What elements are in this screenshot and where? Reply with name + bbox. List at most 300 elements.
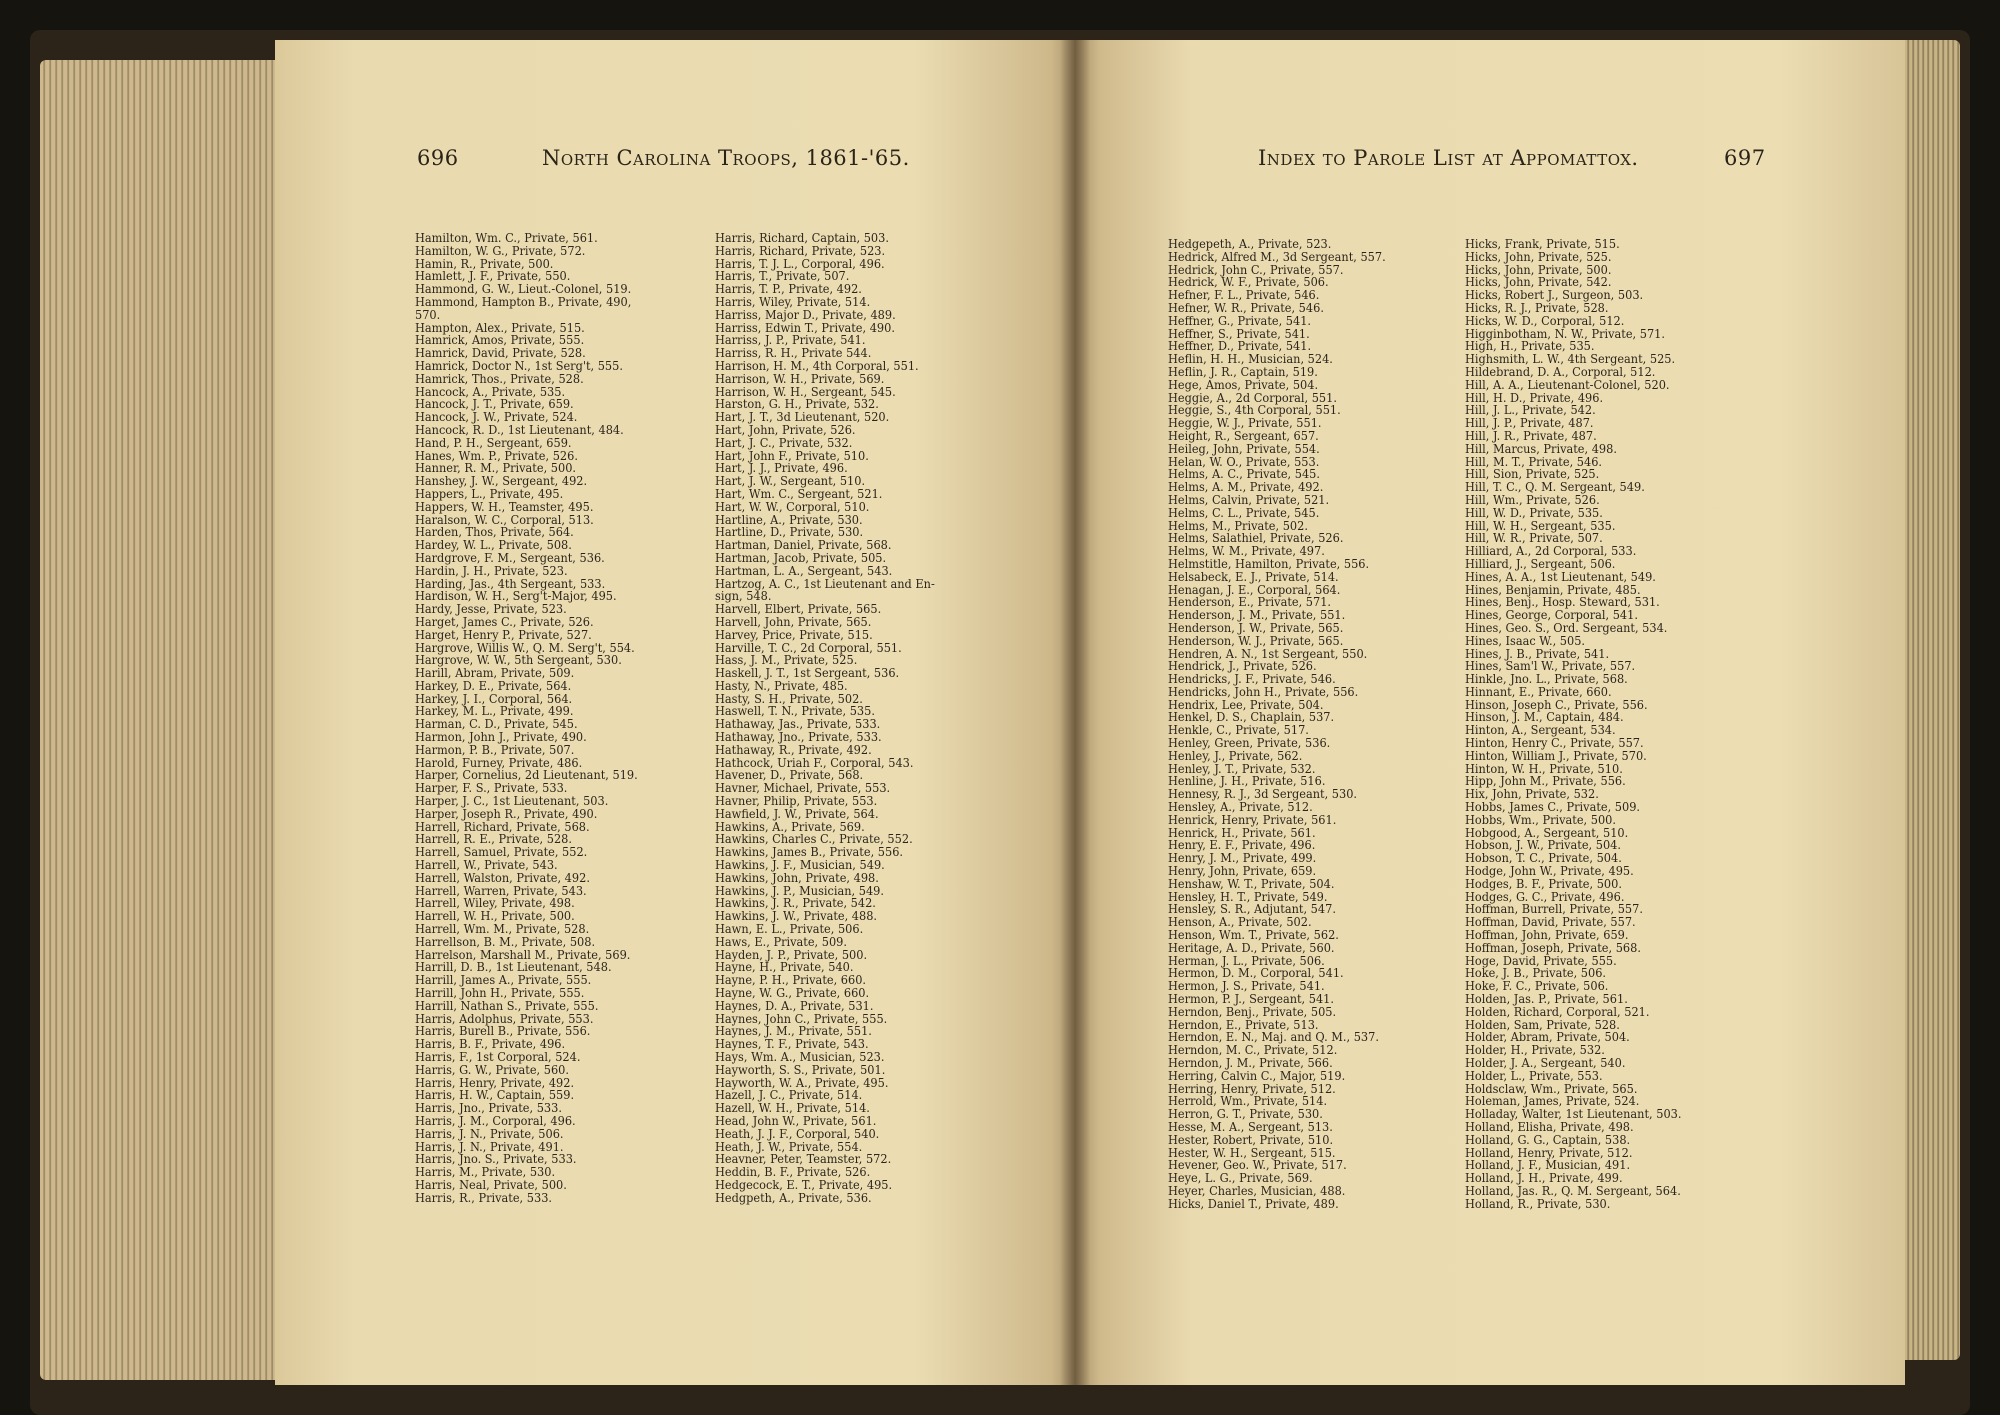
index-entry: Head, John W., Private, 561. (715, 1113, 877, 1128)
index-entry: Holland, G. G., Captain, 538. (1465, 1132, 1631, 1147)
index-entry: Hoffman, Burrell, Private, 557. (1465, 902, 1643, 917)
index-entry: Harrell, R. E., Private, 528. (415, 832, 573, 847)
index-entry: Hathaway, Jno., Private, 533. (715, 730, 882, 745)
index-entry: Henry, John, Private, 659. (1168, 864, 1317, 879)
index-entry: Helms, Calvin, Private, 521. (1168, 492, 1330, 507)
index-entry: Hinton, William J., Private, 570. (1465, 748, 1647, 763)
index-entry: Hancock, A., Private, 535. (415, 384, 566, 399)
index-entry: Harper, Cornelius, 2d Lieutenant, 519. (415, 768, 638, 783)
index-entry: Holdsclaw, Wm., Private, 565. (1465, 1081, 1638, 1096)
index-entry: Hamin, R., Private, 500. (415, 256, 554, 271)
index-entry: Hicks, Daniel T., Private, 489. (1168, 1196, 1339, 1211)
index-entry: Harrell, W. H., Private, 500. (415, 909, 575, 924)
index-entry: Haskell, J. T., 1st Sergeant, 536. (715, 666, 900, 681)
index-entry: Holder, J. A., Sergeant, 540. (1465, 1056, 1626, 1070)
right-column-2 (1465, 238, 1681, 1211)
index-entry: Harrill, John H., Private, 555. (415, 986, 585, 1001)
index-entry: Holland, R., Private, 530. (1465, 1196, 1611, 1211)
index-entry: Hedgecock, E. T., Private, 495. (715, 1177, 893, 1192)
index-entry: Harris, Henry, Private, 492. (415, 1075, 575, 1090)
index-entry: Harris, Burell B., Private, 556. (415, 1024, 591, 1039)
index-entry: Holeman, James, Private, 524. (1465, 1094, 1640, 1109)
index-entry: Hensley, S. R., Adjutant, 547. (1168, 902, 1336, 917)
index-entry: Hermon, J. S., Private, 541. (1168, 979, 1325, 994)
index-entry: Harrill, D. B., 1st Lieutenant, 548. (415, 960, 612, 975)
index-entry: Harding, Jas., 4th Sergeant, 533. (415, 576, 606, 591)
index-entry: Hartman, L. A., Sergeant, 543. (715, 563, 893, 578)
index-entry: Henley, Green, Private, 536. (1168, 736, 1331, 751)
index-entry: Haynes, D. A., Private, 531. (715, 998, 874, 1013)
index-entry: Hays, Wm. A., Musician, 523. (715, 1050, 885, 1064)
index-entry: Happers, L., Private, 495. (415, 486, 564, 501)
index-entry: Henderson, J. M., Private, 551. (1168, 608, 1346, 623)
index-entry: Hill, T. C., Q. M. Sergeant, 549. (1465, 480, 1645, 495)
index-entry: Harris, J. N., Private, 491. (415, 1139, 564, 1154)
index-entry: 570. (415, 307, 441, 322)
index-entry: Herman, J. L., Private, 506. (1168, 953, 1325, 968)
index-entry: Hamlett, J. F., Private, 550. (415, 269, 571, 284)
index-entry: Hancock, J. T., Private, 659. (415, 397, 574, 412)
index-entry: Harris, B. F., Private, 496. (415, 1037, 566, 1052)
index-entry: Harris, H. W., Captain, 559. (415, 1088, 575, 1103)
index-entry: Hines, Benjamin, Private, 485. (1465, 582, 1641, 597)
index-entry: Harvell, John, Private, 565. (715, 614, 872, 629)
index-entry: Hart, Wm. C., Sergeant, 521. (715, 486, 883, 501)
index-entry: Hayworth, W. A., Private, 495. (715, 1075, 889, 1090)
index-entry: Hazell, J. C., Private, 514. (715, 1088, 863, 1103)
index-entry: Harill, Abram, Private, 509. (415, 666, 575, 681)
index-entry: Heddin, B. F., Private, 526. (715, 1165, 871, 1180)
index-entry: Heath, J. W., Private, 554. (715, 1139, 863, 1154)
index-entry: Holder, H., Private, 532. (1465, 1043, 1605, 1058)
index-entry: Holland, Elisha, Private, 498. (1465, 1119, 1634, 1134)
index-entry: Hill, W. D., Private, 535. (1465, 505, 1603, 520)
index-entry: Harris, Wiley, Private, 514. (715, 294, 871, 309)
index-entry: Hayworth, S. S., Private, 501. (715, 1062, 886, 1077)
index-entry: Hand, P. H., Sergeant, 659. (415, 435, 572, 450)
index-entry: Hermon, D. M., Corporal, 541. (1168, 966, 1344, 981)
index-entry: Hines, J. B., Private, 541. (1465, 646, 1610, 661)
index-entry: Hoke, F. C., Private, 506. (1465, 979, 1609, 994)
index-entry: Helmstitle, Hamilton, Private, 556. (1168, 556, 1370, 571)
index-entry: Hefner, F. L., Private, 546. (1168, 288, 1320, 303)
index-entry: Harrell, Warren, Private, 543. (415, 883, 587, 898)
index-entry: Hargrove, W. W., 5th Sergeant, 530. (415, 653, 622, 668)
index-entry: Hines, Sam'l W., Private, 557. (1465, 659, 1636, 674)
index-entry: Hedrick, John C., Private, 557. (1168, 262, 1344, 277)
index-entry: Hill, H. D., Private, 496. (1465, 390, 1604, 405)
index-entry: Harper, F. S., Private, 533. (415, 781, 568, 796)
index-entry: Hensley, H. T., Private, 549. (1168, 889, 1328, 904)
index-entry: Harston, G. H., Private, 532. (715, 397, 879, 412)
index-entry: Heffner, D., Private, 541. (1168, 339, 1312, 354)
index-entry: Hazell, W. H., Private, 514. (715, 1101, 870, 1116)
index-entry: Hardin, J. H., Private, 523. (415, 563, 568, 578)
index-entry: Hamilton, W. G., Private, 572. (415, 243, 586, 258)
left-page-edges (40, 60, 280, 1380)
index-entry: Havner, Michael, Private, 553. (715, 781, 891, 796)
index-entry: Harrison, W. H., Sergeant, 545. (715, 384, 896, 399)
index-entry: Henkel, D. S., Chaplain, 537. (1168, 710, 1335, 725)
index-entry: Hipp, John M., Private, 556. (1465, 774, 1626, 789)
index-entry: Hodges, B. F., Private, 500. (1465, 876, 1622, 891)
index-entry: Hensley, A., Private, 512. (1168, 800, 1313, 815)
index-entry: Hamilton, Wm. C., Private, 561. (415, 231, 598, 245)
index-entry: Hamrick, Thos., Private, 528. (415, 371, 584, 386)
index-entry: Hobbs, Wm., Private, 500. (1465, 812, 1616, 827)
index-entry: Hawkins, Charles C., Private, 552. (715, 832, 913, 847)
index-entry: Hancock, J. W., Private, 524. (415, 410, 578, 425)
index-entry: Hawkins, James B., Private, 556. (715, 845, 904, 860)
index-entry: Holden, Jas. P., Private, 561. (1465, 992, 1628, 1007)
index-entry: Harriss, J. P., Private, 541. (715, 333, 866, 348)
index-entry: Hinkle, Jno. L., Private, 568. (1465, 672, 1628, 687)
index-entry: Harrison, H. M., 4th Corporal, 551. (715, 358, 919, 373)
index-entry: Hodges, G. C., Private, 496. (1465, 889, 1625, 904)
index-entry: Harrellson, B. M., Private, 508. (415, 934, 596, 949)
index-entry: Hawkins, J. F., Musician, 549. (715, 858, 885, 873)
right-page-edges (1900, 40, 1960, 1360)
index-entry: Helms, W. M., Private, 497. (1168, 544, 1325, 559)
index-entry: Hines, A. A., 1st Lieutenant, 549. (1465, 569, 1656, 584)
index-entry: Heflin, J. R., Captain, 519. (1168, 364, 1318, 379)
index-entry: Hinson, Joseph C., Private, 556. (1465, 697, 1648, 712)
index-entry: Holder, L., Private, 553. (1465, 1068, 1603, 1083)
index-entry: Hardey, W. L., Private, 508. (415, 538, 572, 553)
index-entry: Hennesy, R. J., 3d Sergeant, 530. (1168, 787, 1358, 802)
index-entry: Harmon, P. B., Private, 507. (415, 742, 575, 757)
index-entry: sign, 548. (715, 589, 772, 604)
right-page-number: 697 (1724, 146, 1766, 170)
index-entry: Henshaw, W. T., Private, 504. (1168, 876, 1335, 891)
index-entry: Hefner, W. R., Private, 546. (1168, 300, 1324, 315)
index-entry: Hayne, W. G., Private, 660. (715, 986, 870, 1001)
index-entry: Henry, J. M., Private, 499. (1168, 851, 1317, 866)
index-entry: Helms, A. C., Private, 545. (1168, 467, 1320, 482)
index-entry: Haswell, T. N., Private, 535. (715, 704, 875, 719)
index-entry: Hicks, R. J., Private, 528. (1465, 300, 1609, 315)
index-entry: Hamrick, Amos, Private, 555. (415, 333, 585, 348)
index-entry: Hesse, M. A., Sergeant, 513. (1168, 1119, 1333, 1134)
index-entry: Hilliard, J., Sergeant, 506. (1465, 556, 1616, 571)
index-entry: Holland, Jas. R., Q. M. Sergeant, 564. (1465, 1183, 1681, 1198)
index-entry: Hathcock, Uriah F., Corporal, 543. (715, 755, 914, 770)
index-entry: Hoke, J. B., Private, 506. (1465, 966, 1607, 981)
index-entry: Hedrick, Alfred M., 3d Sergeant, 557. (1168, 249, 1386, 264)
index-entry: Heffner, S., Private, 541. (1168, 326, 1310, 341)
index-entry: Hill, W. R., Private, 507. (1465, 531, 1603, 546)
index-entry: Harville, T. C., 2d Corporal, 551. (715, 640, 902, 655)
index-entry: Harris, T. J. L., Corporal, 496. (715, 256, 885, 271)
index-entry: Harris, T., Private, 507. (715, 269, 850, 284)
index-entry: Hartman, Jacob, Private, 505. (715, 550, 887, 565)
index-entry: Haynes, John C., Private, 555. (715, 1011, 888, 1026)
index-entry: Hart, J. J., Private, 496. (715, 461, 848, 476)
index-entry: Hanshey, J. W., Sergeant, 492. (415, 474, 588, 489)
index-entry: Heggie, S., 4th Corporal, 551. (1168, 403, 1341, 418)
book-gutter (1060, 40, 1090, 1385)
index-entry: Hammond, G. W., Lieut.-Colonel, 519. (415, 282, 632, 297)
index-entry: Harris, Richard, Private, 523. (715, 243, 886, 258)
index-entry: Heath, J. J. F., Corporal, 540. (715, 1126, 880, 1141)
index-entry: Hancock, R. D., 1st Lieutenant, 484. (415, 422, 624, 437)
index-entry: Hill, J. P., Private, 487. (1465, 416, 1594, 431)
index-entry: Harrell, Walston, Private, 492. (415, 870, 590, 885)
index-entry: Holland, J. F., Musician, 491. (1465, 1158, 1631, 1173)
index-entry: Heritage, A. D., Private, 560. (1168, 940, 1335, 955)
index-entry: Herring, Calvin C., Major, 519. (1168, 1068, 1346, 1083)
index-entry: Harriss, Edwin T., Private, 490. (715, 320, 895, 335)
index-entry: Harris, T. P., Private, 492. (715, 282, 862, 297)
index-entry: Hedrick, W. F., Private, 506. (1168, 275, 1329, 290)
index-entry: Hammond, Hampton B., Private, 490, (415, 294, 632, 309)
index-entry: Hamrick, David, Private, 528. (415, 346, 586, 361)
index-entry: Hawfield, J. W., Private, 564. (715, 806, 879, 821)
index-entry: Hill, Sion, Private, 525. (1465, 467, 1600, 482)
index-entry: Hart, J. T., 3d Lieutenant, 520. (715, 410, 890, 425)
index-entry: Hawn, E. L., Private, 506. (715, 922, 864, 937)
index-entry: Hoffman, Joseph, Private, 568. (1465, 940, 1641, 955)
index-entry: Heileg, John, Private, 554. (1168, 441, 1320, 456)
index-entry: Hinton, Henry C., Private, 557. (1465, 736, 1644, 751)
index-entry: Hayne, H., Private, 540. (715, 960, 854, 975)
index-entry: Hicks, John, Private, 500. (1465, 262, 1612, 277)
index-entry: Hasty, S. H., Private, 502. (715, 691, 863, 706)
index-entry: Henrick, Henry, Private, 561. (1168, 812, 1337, 827)
index-entry: Heavner, Peter, Teamster, 572. (715, 1152, 892, 1167)
index-entry: Hix, John, Private, 532. (1465, 787, 1599, 802)
index-entry: Hardgrove, F. M., Sergeant, 536. (415, 550, 605, 565)
index-entry: Hampton, Alex., Private, 515. (415, 320, 585, 335)
index-entry: Hester, W. H., Sergeant, 515. (1168, 1145, 1336, 1160)
index-entry: Harris, J. N., Private, 506. (415, 1126, 564, 1141)
index-entry: Harkey, M. L., Private, 499. (415, 704, 574, 719)
index-entry: Hedgpeth, A., Private, 536. (715, 1190, 872, 1205)
index-entry: Higginbotham, N. W., Private, 571. (1465, 326, 1666, 341)
index-entry: Heggie, A., 2d Corporal, 551. (1168, 390, 1337, 405)
index-entry: Hart, J. C., Private, 532. (715, 435, 853, 450)
index-entry: Hamrick, Doctor N., 1st Serg't, 555. (415, 358, 623, 373)
index-entry: Hass, J. M., Private, 525. (715, 653, 858, 668)
index-entry: Holland, Henry, Private, 512. (1465, 1145, 1633, 1160)
index-entry: Haws, E., Private, 509. (715, 934, 847, 949)
index-entry: Harrell, Wm. M., Private, 528. (415, 922, 590, 937)
index-entry: Hawkins, J. W., Private, 488. (715, 909, 878, 924)
left-page (275, 40, 1075, 1385)
index-entry: Hendrix, Lee, Private, 504. (1168, 697, 1324, 712)
index-entry: Harrill, James A., Private, 555. (415, 973, 592, 988)
index-entry: Harvell, Elbert, Private, 565. (715, 602, 882, 617)
index-entry: Herron, G. T., Private, 530. (1168, 1107, 1323, 1122)
index-entry: Holden, Sam, Private, 528. (1465, 1017, 1620, 1032)
index-entry: Hicks, Robert J., Surgeon, 503. (1465, 288, 1644, 303)
index-entry: Hicks, John, Private, 542. (1465, 275, 1612, 290)
index-entry: Hargrove, Willis W., Q. M. Serg't, 554. (415, 640, 635, 655)
index-entry: Hicks, W. D., Corporal, 512. (1465, 313, 1625, 328)
index-entry: Heggie, W. J., Private, 551. (1168, 416, 1322, 431)
index-entry: Hill, J. L., Private, 542. (1465, 403, 1596, 418)
right-column-1 (1168, 238, 1386, 1211)
index-entry: Hathaway, Jas., Private, 533. (715, 717, 881, 732)
index-entry: Hendrick, J., Private, 526. (1168, 659, 1317, 674)
index-entry: Harrell, Wiley, Private, 498. (415, 896, 575, 911)
index-entry: Harold, Furney, Private, 486. (415, 755, 583, 770)
index-entry: Holland, J. H., Private, 499. (1465, 1171, 1623, 1186)
index-entry: Heyer, Charles, Musician, 488. (1168, 1183, 1346, 1198)
index-entry: Hines, Isaac W., 505. (1465, 633, 1586, 648)
index-entry: Hines, Benj., Hosp. Steward, 531. (1465, 595, 1660, 610)
index-entry: Hermon, P. J., Sergeant, 541. (1168, 992, 1335, 1007)
index-entry: Henson, A., Private, 502. (1168, 915, 1312, 930)
index-entry: Hevener, Geo. W., Private, 517. (1168, 1158, 1347, 1173)
index-entry: Henkle, C., Private, 517. (1168, 723, 1309, 738)
index-entry: Harris, Adolphus, Private, 553. (415, 1011, 594, 1026)
index-entry: Henderson, J. W., Private, 565. (1168, 620, 1344, 635)
left-column-1 (415, 232, 638, 1205)
index-entry: Hendren, A. N., 1st Sergeant, 550. (1168, 646, 1368, 661)
left-page-number: 696 (417, 146, 459, 170)
index-entry: Henry, E. F., Private, 496. (1168, 838, 1316, 853)
index-entry: Hinson, J. M., Captain, 484. (1465, 710, 1624, 725)
index-entry: Hoffman, John, Private, 659. (1465, 928, 1629, 943)
index-entry: Hedgepeth, A., Private, 523. (1168, 237, 1332, 251)
index-entry: Highsmith, L. W., 4th Sergeant, 525. (1465, 352, 1676, 367)
index-entry: Hinton, A., Sergeant, 534. (1465, 723, 1616, 738)
index-entry: Hill, Marcus, Private, 498. (1465, 441, 1617, 456)
index-entry: Herndon, M. C., Private, 512. (1168, 1043, 1338, 1058)
index-entry: Henline, J. H., Private, 516. (1168, 774, 1326, 789)
index-entry: Harget, James C., Private, 526. (415, 614, 594, 629)
index-entry: Hill, W. H., Sergeant, 535. (1465, 518, 1616, 533)
index-entry: Hendricks, John H., Private, 556. (1168, 684, 1359, 699)
index-entry: Helms, A. M., Private, 492. (1168, 480, 1324, 495)
index-entry: Hartzog, A. C., 1st Lieutenant and En- (715, 576, 935, 591)
index-entry: Hinnant, E., Private, 660. (1465, 684, 1612, 699)
index-entry: Hilliard, A., 2d Corporal, 533. (1465, 544, 1637, 559)
index-entry: Hill, A. A., Lieutenant-Colonel, 520. (1465, 377, 1670, 392)
index-entry: Harkey, D. E., Private, 564. (415, 678, 572, 693)
index-entry: Havener, D., Private, 568. (715, 768, 864, 783)
index-entry: Harris, M., Private, 530. (415, 1165, 556, 1180)
index-entry: Harris, Richard, Captain, 503. (715, 231, 889, 245)
index-entry: Hendricks, J. F., Private, 546. (1168, 672, 1336, 687)
index-entry: Hart, W. W., Corporal, 510. (715, 499, 870, 514)
index-entry: Heye, L. G., Private, 569. (1168, 1171, 1313, 1186)
index-entry: Hathaway, R., Private, 492. (715, 742, 872, 757)
index-entry: Hicks, Frank, Private, 515. (1465, 237, 1620, 251)
index-entry: Haralson, W. C., Corporal, 513. (415, 512, 594, 527)
index-entry: Harper, J. C., 1st Lieutenant, 503. (415, 794, 609, 809)
index-entry: Harmon, John J., Private, 490. (415, 730, 587, 745)
index-entry: Hartman, Daniel, Private, 568. (715, 538, 892, 553)
index-entry: Hinton, W. H., Private, 510. (1465, 761, 1623, 776)
index-entry: Herndon, Benj., Private, 505. (1168, 1004, 1337, 1019)
index-entry: Hege, Amos, Private, 504. (1168, 377, 1319, 392)
index-entry: Harris, G. W., Private, 560. (415, 1062, 570, 1077)
index-entry: Happers, W. H., Teamster, 495. (415, 499, 594, 514)
index-entry: Henagan, J. E., Corporal, 564. (1168, 582, 1341, 597)
index-entry: Hines, George, Corporal, 541. (1465, 608, 1638, 623)
index-entry: Helsabeck, E. J., Private, 514. (1168, 569, 1339, 584)
index-entry: Herndon, E., Private, 513. (1168, 1017, 1319, 1032)
index-entry: Harris, J. M., Corporal, 496. (415, 1113, 576, 1128)
index-entry: Henderson, E., Private, 571. (1168, 595, 1332, 610)
index-entry: Hardy, Jesse, Private, 523. (415, 602, 567, 617)
index-entry: Harriss, R. H., Private 544. (715, 346, 872, 361)
index-entry: Herrold, Wm., Private, 514. (1168, 1094, 1328, 1109)
left-running-head: North Carolina Troops, 1861-'65. (542, 146, 910, 170)
index-entry: Harrison, W. H., Private, 569. (715, 371, 885, 386)
index-entry: Henson, Wm. T., Private, 562. (1168, 928, 1339, 943)
index-entry: Harrelson, Marshall M., Private, 569. (415, 947, 631, 962)
index-entry: Harget, Henry P., Private, 527. (415, 627, 592, 642)
index-entry: Haynes, J. M., Private, 551. (715, 1024, 872, 1039)
index-entry: Hill, J. R., Private, 487. (1465, 428, 1597, 443)
index-entry: Hoffman, David, Private, 557. (1465, 915, 1636, 930)
index-entry: Harris, Jno. S., Private, 533. (415, 1152, 577, 1167)
index-entry: Helan, W. O., Private, 553. (1168, 454, 1320, 469)
index-entry: Hawkins, John, Private, 498. (715, 870, 879, 885)
index-entry: Hobgood, A., Sergeant, 510. (1465, 825, 1629, 840)
index-entry: Henley, J., Private, 562. (1168, 748, 1303, 763)
index-entry: Harris, Neal, Private, 500. (415, 1177, 567, 1192)
index-entry: Herndon, J. M., Private, 566. (1168, 1056, 1333, 1070)
index-entry: Henrick, H., Private, 561. (1168, 825, 1316, 840)
index-entry: Hester, Robert, Private, 510. (1168, 1132, 1334, 1147)
index-entry: Hill, Wm., Private, 526. (1465, 492, 1600, 507)
index-entry: Hart, John F., Private, 510. (715, 448, 869, 463)
index-entry: Hanes, Wm. P., Private, 526. (415, 448, 578, 463)
index-entry: Harden, Thos, Private, 564. (415, 525, 574, 540)
index-entry: Harrill, Nathan S., Private, 555. (415, 998, 599, 1013)
index-entry: Harman, C. D., Private, 545. (415, 717, 578, 732)
index-entry: Hawkins, A., Private, 569. (715, 819, 865, 834)
index-entry: Hartline, D., Private, 530. (715, 525, 864, 540)
index-entry: Havner, Philip, Private, 553. (715, 794, 878, 809)
index-entry: Henderson, W. J., Private, 565. (1168, 633, 1344, 648)
index-entry: Height, R., Sergeant, 657. (1168, 428, 1319, 443)
index-entry: Hayne, P. H., Private, 660. (715, 973, 867, 988)
index-entry: Harris, Jno., Private, 533. (415, 1101, 562, 1116)
index-entry: Hasty, N., Private, 485. (715, 678, 848, 693)
index-entry: Helms, Salathiel, Private, 526. (1168, 531, 1344, 546)
left-column-2 (715, 232, 935, 1205)
index-entry: Harris, F., 1st Corporal, 524. (415, 1050, 581, 1064)
index-entry: Hicks, John, Private, 525. (1465, 249, 1612, 264)
index-entry: Helms, M., Private, 502. (1168, 518, 1308, 533)
index-entry: Harper, Joseph R., Private, 490. (415, 806, 598, 821)
right-running-head: Index to Parole List at Appomattox. (1258, 146, 1639, 170)
index-entry: Henley, J. T., Private, 532. (1168, 761, 1316, 776)
index-entry: Hawkins, J. R., Private, 542. (715, 896, 876, 911)
index-entry: Herndon, E. N., Maj. and Q. M., 537. (1168, 1030, 1379, 1045)
index-entry: Holden, Richard, Corporal, 521. (1465, 1004, 1650, 1019)
index-entry: Hildebrand, D. A., Corporal, 512. (1465, 364, 1656, 379)
index-entry: Heflin, H. H., Musician, 524. (1168, 352, 1333, 367)
index-entry: Herring, Henry, Private, 512. (1168, 1081, 1336, 1096)
index-entry: Hill, M. T., Private, 546. (1465, 454, 1603, 469)
index-entry: Haynes, T. F., Private, 543. (715, 1037, 869, 1052)
index-entry: Harrell, W., Private, 543. (415, 858, 558, 873)
index-entry: Harkey, J. I., Corporal, 564. (415, 691, 573, 706)
index-entry: Hart, John, Private, 526. (715, 422, 856, 437)
index-entry: Hayden, J. P., Private, 500. (715, 947, 868, 962)
index-entry: Hobbs, James C., Private, 509. (1465, 800, 1641, 815)
index-entry: Hartline, A., Private, 530. (715, 512, 863, 527)
index-entry: Hoge, David, Private, 555. (1465, 953, 1617, 968)
index-entry: Harriss, Major D., Private, 489. (715, 307, 896, 322)
index-entry: Hodge, John W., Private, 495. (1465, 864, 1634, 879)
